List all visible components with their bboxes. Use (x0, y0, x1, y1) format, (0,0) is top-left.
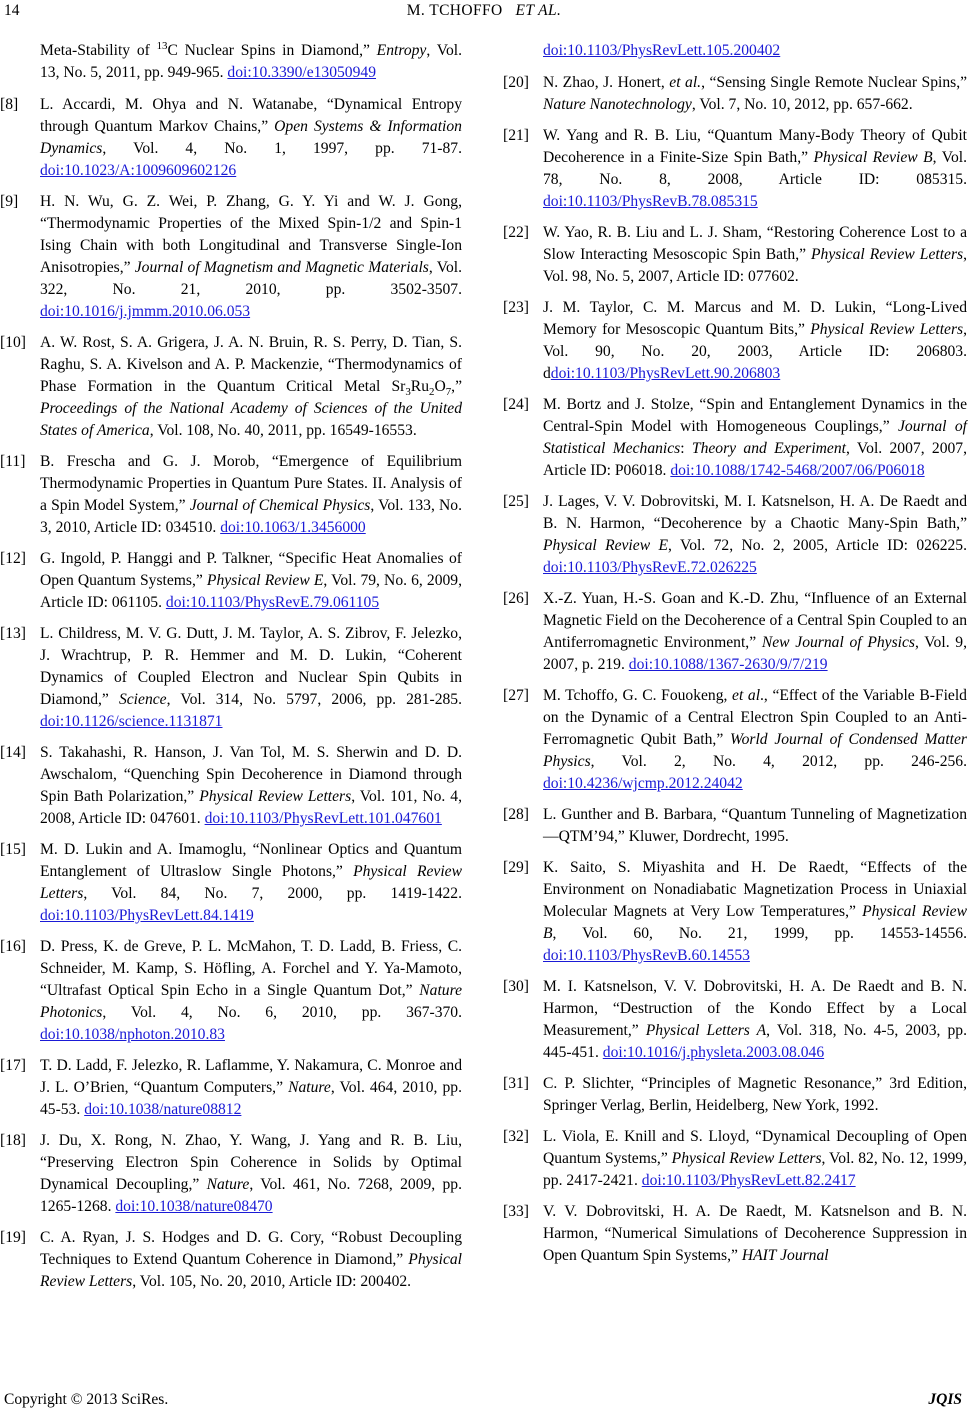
reference-text-segment: W. Yang and R. B. Liu, “Quantum Many-Body Theory of Qubit Decoherence in a Finite-Size Spin Bath,” (543, 127, 967, 166)
reference-entry (0, 332, 462, 442)
reference-number: [12] (0, 550, 26, 567)
reference-entry (503, 1126, 967, 1192)
reference-text-segment: J. Du, X. Rong, N. Zhao, Y. Wang, J. Yang and R. B. Liu, “Preserving Electron Spin Coherence in Solids by Optimal Dynamical Decoupling,” (40, 1132, 462, 1193)
page-number: 14 (4, 2, 20, 19)
reference-entry (503, 394, 967, 482)
reference-text-segment: , Vol. 82, No. 12, 1999, pp. 2417-2421. (543, 1150, 967, 1189)
italic-title: World Journal of Condensed Matter Physics (543, 731, 967, 770)
doi-link[interactable]: doi:10.1088/1367-2630/9/7/219 (628, 656, 828, 673)
italic-title: Physical Review Letters (810, 321, 964, 338)
doi-link[interactable]: doi:10.1016/j.jmmm.2010.06.053 (40, 303, 251, 320)
reference-number: [26] (503, 590, 529, 607)
reference-text-segment: , Vol. 72, No. 2, 2005, Article ID: 026225. (668, 537, 967, 554)
reference-entry (0, 623, 462, 733)
reference-number: [22] (503, 224, 529, 241)
doi-link[interactable]: doi:10.1088/1742-5468/2007/06/P06018 (670, 462, 925, 479)
reference-text (543, 297, 967, 385)
doi-link[interactable]: doi:10.1038/nature08812 (84, 1101, 242, 1118)
reference-text (40, 742, 462, 830)
reference-text-segment: , Vol. 13, No. 5, 2011, pp. 949-965. (40, 42, 462, 81)
reference-text (543, 72, 967, 116)
reference-number: [18] (0, 1132, 26, 1149)
reference-text-segment: : (680, 440, 692, 457)
italic-title: Physical Review Letters (40, 863, 462, 902)
italic-title: Physical Review Letters (40, 1251, 462, 1290)
reference-text-segment: , Vol. 60, No. 21, 1999, pp. 14553-14556. (552, 925, 967, 942)
reference-entry (503, 72, 967, 116)
reference-text-segment: J. M. Taylor, C. M. Marcus and M. D. Lukin, “Long-Lived Memory for Mesoscopic Quantum Bits,” (543, 299, 967, 338)
reference-text-segment: , “Sensing Single Remote Nuclear Spins,” (701, 74, 968, 91)
reference-number: [28] (503, 806, 529, 823)
reference-entry (503, 491, 967, 579)
reference-text-segment: , Vol. 464, 2010, pp. 45-53. (40, 1079, 462, 1118)
reference-number: [8] (0, 96, 19, 113)
reference-text (40, 332, 462, 442)
reference-text (543, 40, 967, 62)
reference-entry (503, 804, 967, 848)
reference-entry (503, 222, 967, 288)
reference-text (40, 94, 462, 182)
italic-title: Physical Review B (543, 903, 967, 942)
reference-text-segment: M. Tchoffo, G. C. Fouokeng, (543, 687, 733, 704)
reference-text-segment: D. Press, K. de Greve, P. L. McMahon, T. D. Ladd, B. Friess, C. Schneider, M. Kamp, S. Höfling, A. Forchel and Y. Ya-Mamoto, “Ultrafast Optical Spin Echo in a Single Quantum Dot,” (40, 938, 462, 999)
reference-text (543, 588, 967, 676)
reference-text-segment: J. Lages, V. V. Dobrovitski, M. I. Katsnelson, H. A. De Raedt and B. N. Harmon, “Decoherence by a Chaotic Many-Spin Bath,” (543, 493, 967, 532)
running-title (0, 2, 968, 20)
reference-text-segment: , Vol. 461, No. 7268, 2009, pp. 1265-1268. (40, 1176, 462, 1215)
reference-text-segment: M. I. Katsnelson, V. V. Dobrovitski, H. A. De Raedt and B. N. Harmon, “Destruction of the Kondo Effect by a Local Measurement,” (543, 978, 967, 1039)
reference-entry (503, 685, 967, 795)
reference-text-segment: , Vol. 4, No. 1, 1997, pp. 71-87. (102, 140, 462, 157)
doi-link[interactable]: doi:10.1103/PhysRevLett.82.2417 (641, 1172, 856, 1189)
italic-title: Physical Letters A (645, 1022, 767, 1039)
italic-title: Physical Review Letters (671, 1150, 822, 1167)
reference-text (543, 125, 967, 213)
reference-text-segment: V. V. Dobrovitski, H. A. De Raedt, M. Katsnelson and B. N. Harmon, “Numerical Simulations of Decoherence Suppression in Open Quantum Spin Systems,” (543, 1203, 967, 1264)
reference-number: [11] (0, 453, 26, 470)
reference-number: [21] (503, 127, 529, 144)
reference-text-segment: , Vol. 90, No. 20, 2003, Article ID: 206803. d (543, 321, 967, 382)
reference-text-segment: , Vol. 84, No. 7, 2000, pp. 1419-1422. (83, 885, 462, 902)
doi-link[interactable]: doi:10.4236/wjcmp.2012.24042 (543, 775, 743, 792)
reference-text-segment: ,” (451, 378, 462, 395)
reference-text-segment: L. Childress, M. V. G. Dutt, J. M. Taylor, A. S. Zibrov, F. Jelezko, J. Wrachtrup, P. R. Hemmer and M. D. Lukin, “Coherent Dynamics of Coupled Electron and Nuclear Spin Qubits in Diamond,” (40, 625, 462, 708)
doi-link[interactable]: doi:10.1038/nphoton.2010.83 (40, 1026, 225, 1043)
reference-text-segment: C Nuclear Spins in Diamond,” (167, 42, 377, 59)
reference-number: [24] (503, 396, 529, 413)
reference-number: [17] (0, 1057, 26, 1074)
running-title-et-al: ET AL. (515, 2, 562, 19)
reference-number: [15] (0, 841, 26, 858)
doi-link[interactable]: doi:10.1126/science.1131871 (40, 713, 223, 730)
reference-entry (0, 1130, 462, 1218)
reference-text-segment: , Vol. 314, No. 5797, 2006, pp. 281-285. (166, 691, 462, 708)
reference-number: [19] (0, 1229, 26, 1246)
doi-link[interactable]: doi:10.1023/A:1009609602126 (40, 162, 237, 179)
reference-text-segment: C. P. Slichter, “Principles of Magnetic Resonance,” 3rd Edition, Springer Verlag, Berlin, Heidelberg, New York, 1992. (543, 1075, 967, 1114)
doi-link[interactable]: doi:10.1103/PhysRevE.72.026225 (543, 559, 757, 576)
italic-title: Nature (288, 1079, 331, 1096)
doi-link[interactable]: doi:10.1103/PhysRevB.60.14553 (543, 947, 750, 964)
reference-text (543, 222, 967, 288)
reference-text (543, 1201, 967, 1267)
italic-title: Proceedings of the National Academy of Sciences of the United States of America (40, 400, 462, 439)
reference-number: [32] (503, 1128, 529, 1145)
reference-entry (0, 742, 462, 830)
reference-text-segment: N. Zhao, J. Honert, (543, 74, 670, 91)
reference-number: [27] (503, 687, 529, 704)
doi-link[interactable]: doi:10.1103/PhysRevB.78.085315 (543, 193, 758, 210)
reference-text-segment: , Vol. 322, No. 21, 2010, pp. 3502-3507. (40, 259, 462, 298)
reference-text-segment: T. D. Ladd, F. Jelezko, R. Laflamme, Y. Nakamura, C. Monroe and J. L. O’Brien, “Quantum Computers,” (40, 1057, 462, 1096)
italic-title: Open Systems & Information Dynamics (40, 118, 462, 157)
page-footer (0, 1391, 968, 1413)
reference-text-segment: , Vol. 2007, 2007, Article ID: P06018. (543, 440, 967, 479)
reference-continuation (0, 40, 462, 84)
reference-text (40, 451, 462, 539)
italic-title: Journal of Magnetism and Magnetic Materials (134, 259, 429, 276)
reference-text (543, 976, 967, 1064)
reference-entry (503, 1073, 967, 1117)
reference-text-segment: , Vol. 133, No. 3, 2010, Article ID: 034510. (40, 497, 463, 536)
reference-continuation (503, 40, 967, 62)
superscript: 13 (156, 39, 168, 52)
reference-number: [33] (503, 1203, 529, 1220)
reference-text-segment: , Vol. 98, No. 5, 2007, Article ID: 077602. (543, 246, 967, 285)
italic-title: Physical Review Letters (199, 788, 352, 805)
reference-entry (503, 1201, 967, 1267)
subscript: 7 (445, 386, 452, 399)
italic-title: et al. (669, 74, 702, 91)
reference-number: [16] (0, 938, 26, 955)
running-head (0, 2, 968, 24)
reference-entry (0, 548, 462, 614)
italic-title: HAIT Journal (741, 1247, 829, 1264)
italic-title: Nature Nanotechnology (543, 96, 692, 113)
reference-text (40, 623, 462, 733)
reference-number: [13] (0, 625, 26, 642)
doi-link[interactable]: doi:10.3390/e13050949 (227, 64, 376, 81)
reference-text-segment: C. A. Ryan, J. S. Hodges and D. G. Cory, “Robust Decoupling Techniques to Extend Quantum Coherence in Diamond,” (40, 1229, 462, 1268)
reference-entry (0, 451, 462, 539)
references-left-column (0, 40, 462, 1302)
reference-text-segment: S. Takahashi, R. Hanson, J. Van Tol, M. S. Sherwin and D. D. Awschalom, “Quenching Spin Decoherence in Diamond through Spin Bath Polarization,” (40, 744, 462, 805)
doi-link[interactable]: doi:10.1103/PhysRevLett.101.047601 (204, 810, 442, 827)
reference-text-segment: Ru (410, 378, 429, 395)
reference-text-segment: L. Accardi, M. Ohya and N. Watanabe, “Dynamical Entropy through Quantum Markov Chains,” (40, 96, 462, 135)
reference-text-segment: , Vol. 79, No. 6, 2009, Article ID: 061105. (40, 572, 462, 611)
reference-text (40, 1130, 462, 1218)
reference-text-segment: L. Viola, E. Knill and S. Lloyd, “Dynamical Decoupling of Open Quantum Systems,” (543, 1128, 967, 1167)
reference-text (543, 1073, 967, 1117)
reference-entry (0, 839, 462, 927)
reference-text-segment: L. Gunther and B. Barbara, “Quantum Tunneling of Magnetization—QTM’94,” Kluwer, Dordrecht, 1995. (543, 806, 967, 845)
doi-link[interactable]: doi:10.1016/j.physleta.2003.08.046 (602, 1044, 825, 1061)
italic-title: Science (118, 691, 167, 708)
reference-number: [25] (503, 493, 529, 510)
italic-title: Entropy (376, 42, 427, 59)
reference-text (543, 804, 967, 848)
reference-number: [9] (0, 193, 19, 210)
doi-link[interactable]: doi:10.1103/PhysRevLett.105.200402 (543, 42, 781, 59)
reference-text-segment: , Vol. 4, No. 6, 2010, pp. 367-370. (102, 1004, 462, 1021)
reference-text-segment: K. Saito, S. Miyashita and H. De Raedt, “Effects of the Environment on Nonadiabatic Magnetization Process in Uniaxial Molecular Magnets at Very Low Temperatures,” (543, 859, 967, 920)
italic-title: Physical Review B (813, 149, 933, 166)
reference-number: [29] (503, 859, 529, 876)
reference-entry (503, 976, 967, 1064)
reference-entry (0, 94, 462, 182)
reference-number: [14] (0, 744, 26, 761)
reference-text-segment: W. Yao, R. B. Liu and L. J. Sham, “Restoring Coherence Lost to a Slow Interacting Mesoscopic Spin Bath,” (543, 224, 967, 263)
reference-text-segment: , Vol. 105, No. 20, 2010, Article ID: 200402. (132, 1273, 412, 1290)
reference-text-segment: , Vol. 7, No. 10, 2012, pp. 657-662. (691, 96, 913, 113)
reference-entry (0, 936, 462, 1046)
reference-number: [10] (0, 334, 26, 351)
reference-text (40, 1055, 462, 1121)
reference-text (543, 1126, 967, 1192)
doi-link[interactable]: doi:10.1103/PhysRevLett.90.206803 (550, 365, 781, 382)
reference-text-segment: G. Ingold, P. Hanggi and P. Talkner, “Specific Heat Anomalies of Open Quantum Systems,” (40, 550, 462, 589)
reference-text-segment: , Vol. 101, No. 4, 2008, Article ID: 047601. (40, 788, 462, 827)
reference-entry (0, 1055, 462, 1121)
subscript: 2 (429, 386, 435, 399)
reference-entry (503, 857, 967, 967)
reference-text (543, 491, 967, 579)
reference-text (40, 936, 462, 1046)
italic-title: New Journal of Physics (761, 634, 915, 651)
reference-text-segment: , Vol. 78, No. 8, 2008, Article ID: 085315. (543, 149, 967, 188)
reference-number: [23] (503, 299, 529, 316)
doi-link[interactable]: doi:10.1103/PhysRevE.79.061105 (165, 594, 380, 611)
reference-text (40, 191, 462, 323)
reference-entry (503, 125, 967, 213)
reference-text-segment: M. Bortz and J. Stolze, “Spin and Entanglement Dynamics in the Central-Spin Model with Homogeneous Couplings,” (543, 396, 967, 435)
doi-link[interactable]: doi:10.1038/nature08470 (115, 1198, 273, 1215)
reference-entry (0, 1227, 462, 1293)
reference-text (40, 839, 462, 927)
reference-text-segment: X.-Z. Yuan, H.-S. Goan and K.-D. Zhu, “Influence of an External Magnetic Field on the Decoherence of a Central Spin Coupled to an Antiferromagnetic Environment,” (543, 590, 967, 651)
copyright-notice: Copyright © 2013 SciRes. (4, 1391, 169, 1408)
reference-text-segment: O (434, 378, 446, 395)
subscript: 3 (405, 386, 411, 399)
reference-text (543, 857, 967, 967)
running-title-authors: M. TCHOFFO (406, 2, 503, 19)
italic-title: Theory and Experiment (691, 440, 846, 457)
references-right-column (503, 40, 967, 1276)
reference-number: [30] (503, 978, 529, 995)
reference-text (40, 548, 462, 614)
italic-title: Physical Review E (543, 537, 668, 554)
journal-abbreviation: JQIS (928, 1391, 962, 1408)
reference-text-segment: Meta-Stability of (40, 42, 157, 59)
italic-title: Journal of Statistical Mechanics (543, 418, 967, 457)
italic-title: Nature Photonics (40, 982, 462, 1021)
reference-text-segment: , Vol. 9, 2007, p. 219. (543, 634, 967, 673)
reference-text-segment: M. D. Lukin and A. Imamoglu, “Nonlinear Optics and Quantum Entanglement of Ultraslow Single Photons,” (40, 841, 462, 880)
reference-text-segment: , Vol. 108, No. 40, 2011, pp. 16549-16553. (149, 422, 417, 439)
reference-text-segment: , Vol. 318, No. 4-5, 2003, pp. 445-451. (543, 1022, 967, 1061)
reference-number: [20] (503, 74, 529, 91)
italic-title: Journal of Chemical Physics (189, 497, 371, 514)
doi-link[interactable]: doi:10.1103/PhysRevLett.84.1419 (40, 907, 254, 924)
doi-link[interactable]: doi:10.1063/1.3456000 (220, 519, 366, 536)
reference-text-segment: H. N. Wu, G. Z. Wei, P. Zhang, G. Y. Yi and W. J. Gong, “Thermodynamic Properties of the Mixed Spin-1/2 and Spin-1 Ising Chain with both Longitudinal and Transverse Single-Ion Anisotropies,” (40, 193, 462, 276)
italic-title: Physical Review E (206, 572, 324, 589)
reference-text-segment: ., “Effect of the Variable B-Field on the Dynamic of a Central Electron Spin Coupled to an Anti-Ferromagnetic Qubit Bath,” (543, 687, 967, 748)
reference-entry (503, 588, 967, 676)
italic-title: Physical Review Letters (811, 246, 964, 263)
reference-number: [31] (503, 1075, 529, 1092)
reference-text (40, 1227, 462, 1293)
reference-text-segment: B. Frescha and G. J. Morob, “Emergence of Equilibrium Thermodynamic Properties in Quantum Pure States. II. Analysis of a Spin Model System,” (40, 453, 462, 514)
reference-entry (503, 297, 967, 385)
reference-text (40, 40, 462, 84)
reference-text-segment: A. W. Rost, S. A. Grigera, J. A. N. Bruin, R. S. Perry, D. Tian, S. Raghu, S. A. Kivelson and A. P. Mackenzie, “Thermodynamics of Phase Formation in the Quantum Critical Metal Sr (40, 334, 462, 395)
reference-entry (0, 191, 462, 323)
italic-title: et al (732, 687, 761, 704)
reference-text (543, 394, 967, 482)
reference-text (543, 685, 967, 795)
italic-title: Nature (206, 1176, 250, 1193)
reference-text-segment: , Vol. 2, No. 4, 2012, pp. 246-256. (590, 753, 967, 770)
